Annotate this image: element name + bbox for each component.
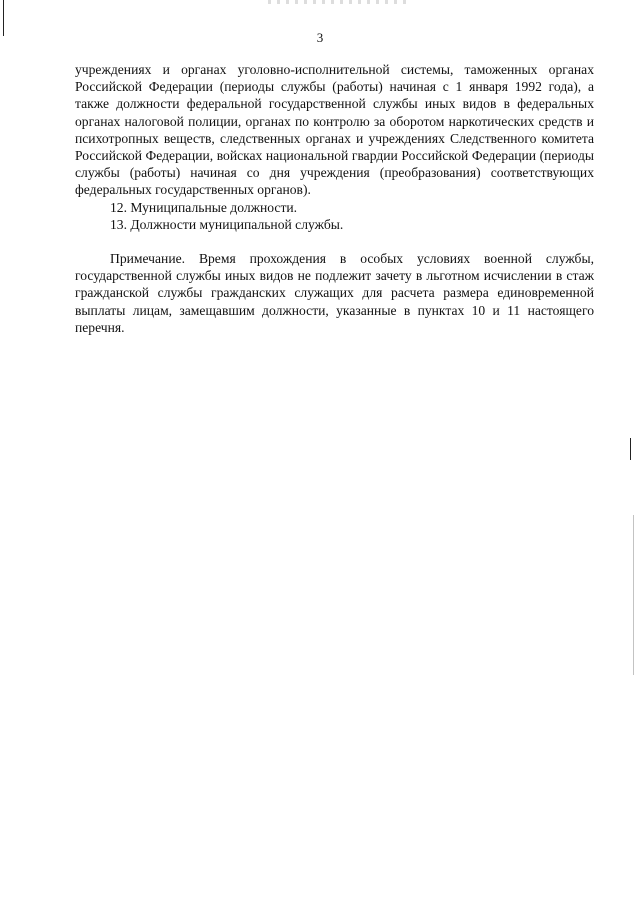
page-number: 3 xyxy=(316,30,324,45)
scan-edge-mark xyxy=(630,438,631,460)
document-body xyxy=(75,61,594,336)
scan-edge-mark xyxy=(633,515,634,675)
list-item-12: 12. Муниципальные должности. xyxy=(110,199,298,215)
scan-top-noise xyxy=(268,0,408,4)
note-paragraph: Примечание. Время прохождения в особых условиях военной службы, государственной службы иных видов не подлежит зачету в льготном исчислении в стаж гражданской службы гражданских служащих для расчета размера единовременной выплаты лицам, замещавшим должности, указанные в пунктах 10 и 11 настоящего перечня. xyxy=(75,251,594,335)
paragraph-continuation: учреждениях и органах уголовно-исполнительной системы, таможенных органах Российской Федерации (периоды службы (работы) начиная с 1 января 1992 года), а также должности федеральной государственной службы иных видов в федеральных органах налоговой полиции, органах по контролю за оборотом наркотических средств и психотропных веществ, следственных органах и учреждениях Следственного комитета Российской Федерации, войсках национальной гвардии Российской Федерации (периоды службы (работы) начиная со дня учреждения (преобразования) соответствующих федеральных государственных органов). xyxy=(75,62,594,198)
list-item-13: 13. Должности муниципальной службы. xyxy=(110,216,344,232)
paragraph-gap xyxy=(75,233,594,250)
